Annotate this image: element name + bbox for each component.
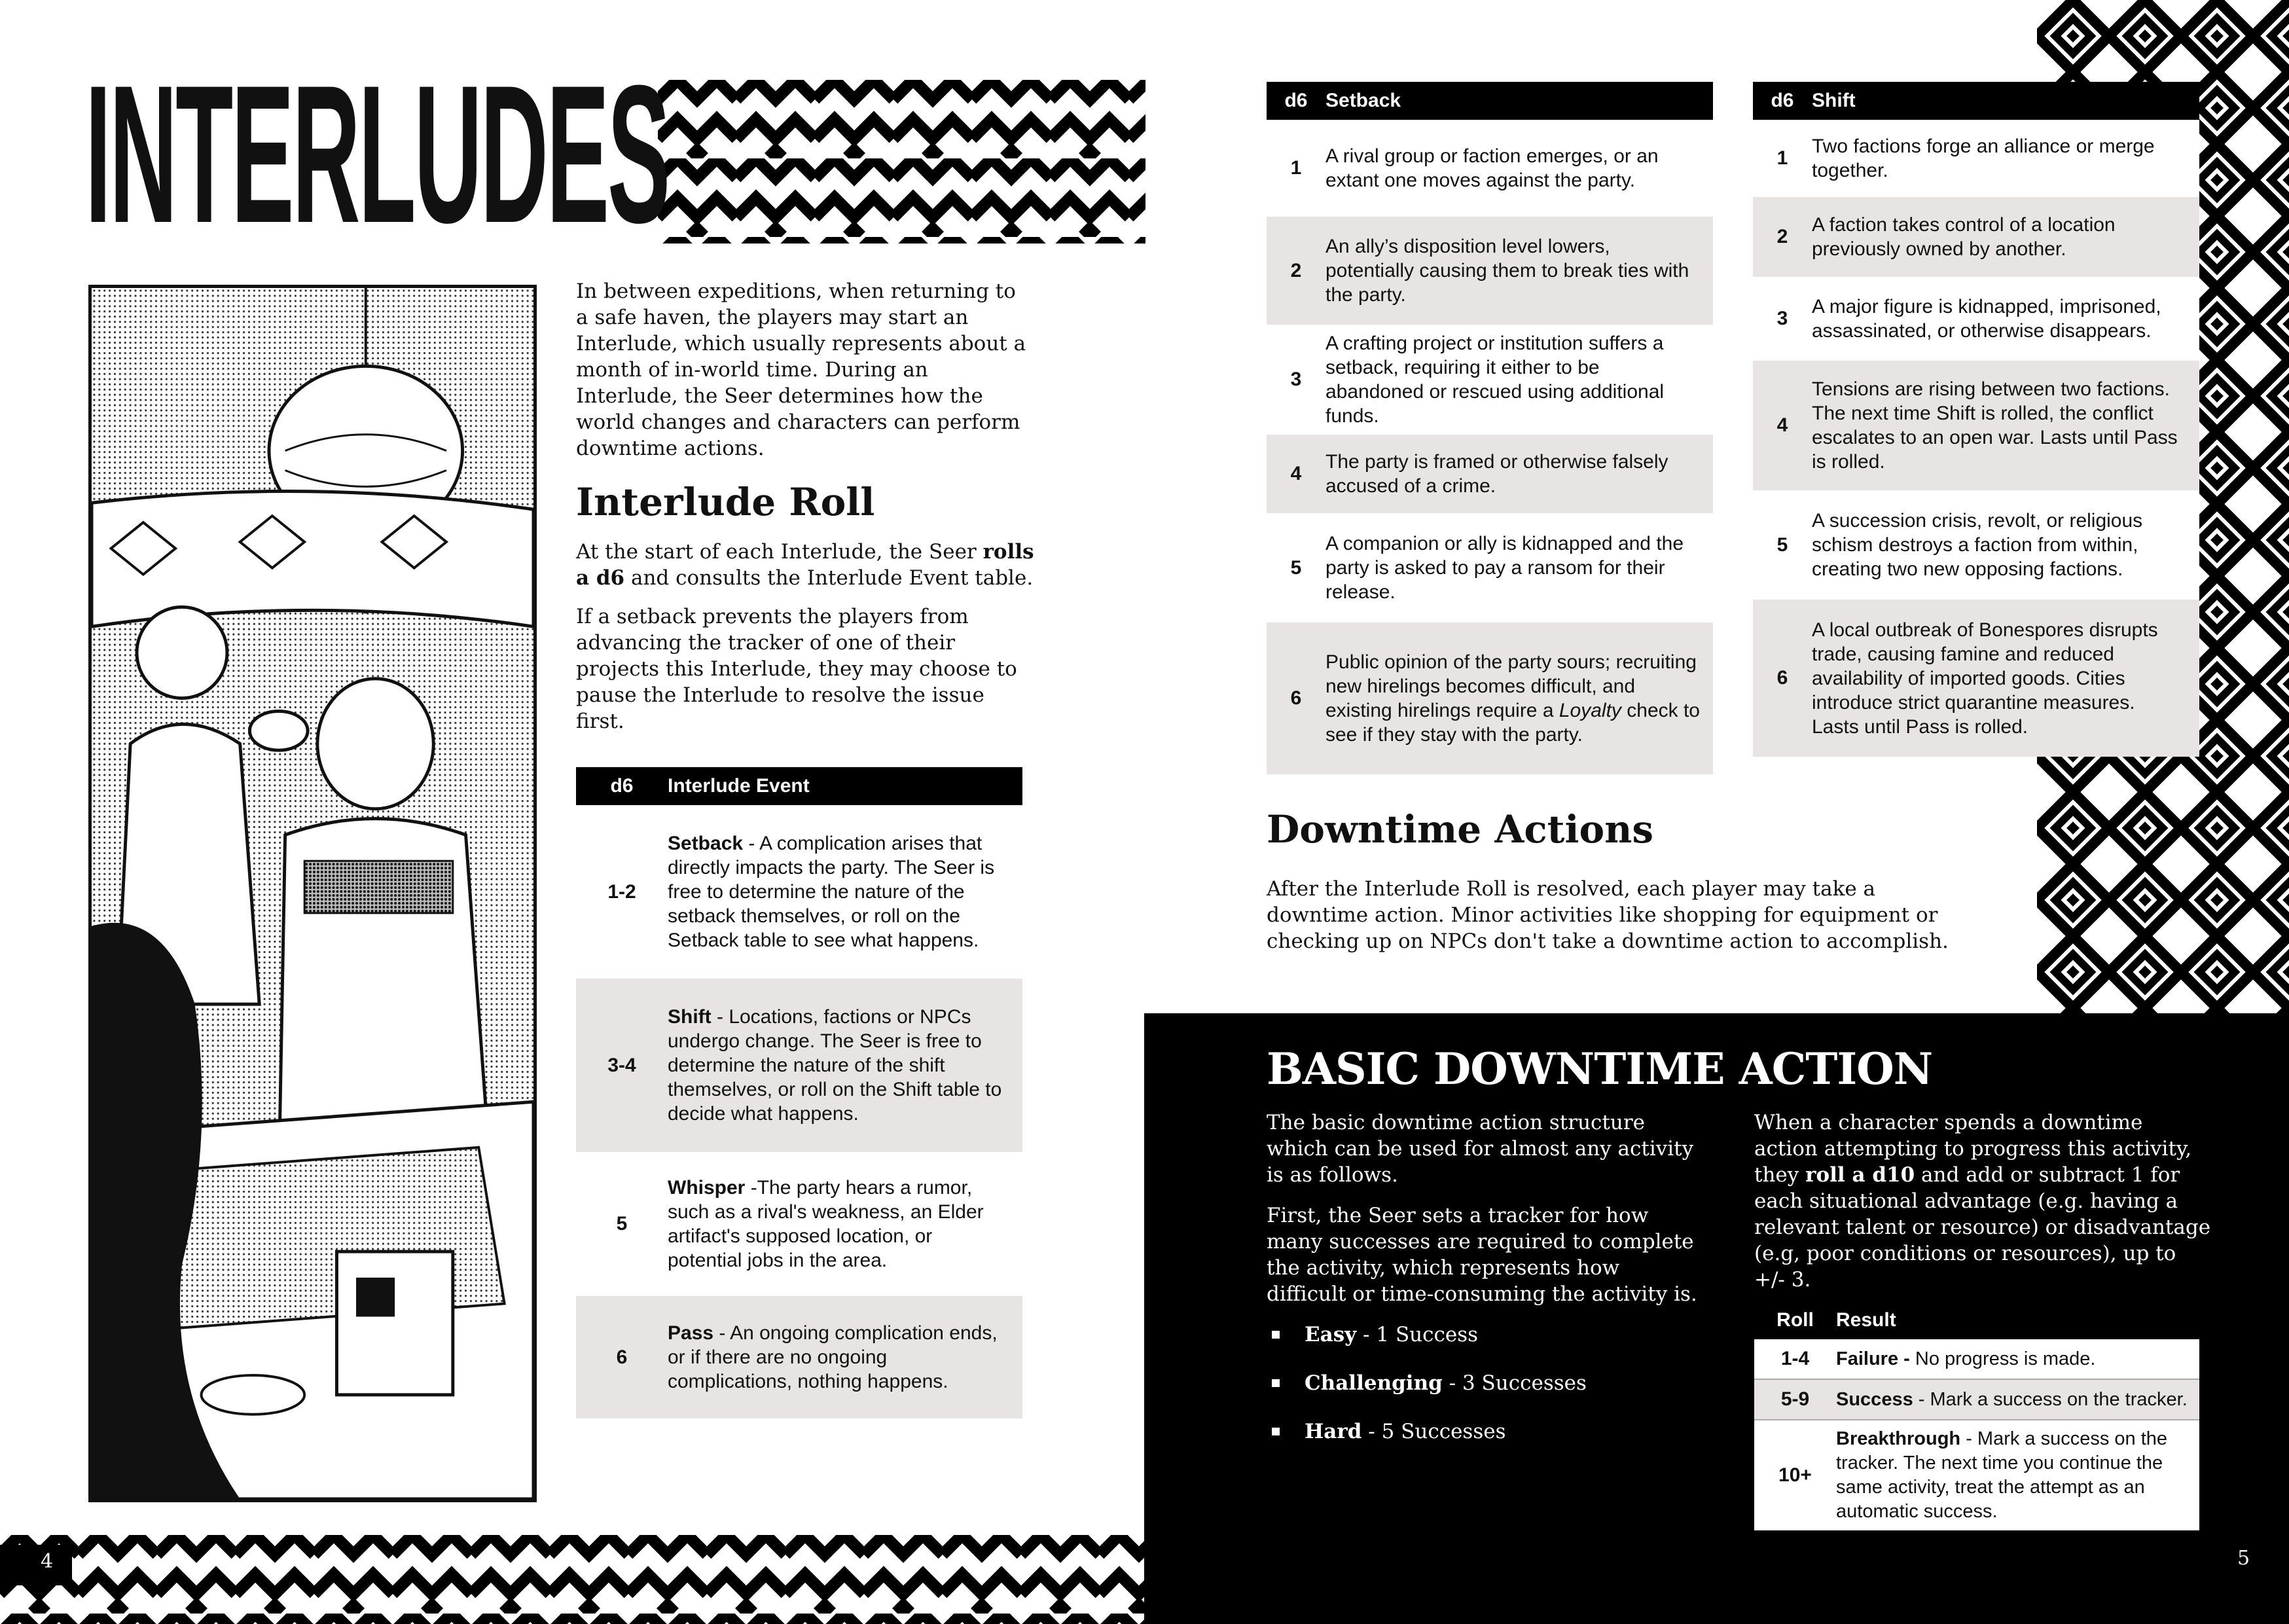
bottom-pattern-decoration bbox=[0, 1535, 1144, 1624]
table-row: 2 A faction takes control of a location previously owned by another. bbox=[1753, 197, 2199, 277]
bullet-square-icon bbox=[1272, 1331, 1280, 1339]
basic-downtime-column-right bbox=[1754, 1110, 2212, 1293]
list-item: Hard - 5 Successes bbox=[1267, 1418, 1699, 1445]
table-row: 5 A companion or ally is kidnapped and the party is asked to pay a ransom for their release. bbox=[1290, 533, 1684, 603]
basic-downtime-column-left bbox=[1267, 1110, 1699, 1467]
difficulty-list bbox=[1267, 1322, 1699, 1445]
basic-downtime-p2: First, the Seer sets a tracker for how many successes are required to complete the activity, which represents how difficult or time-consuming the activity is. bbox=[1267, 1204, 1697, 1306]
table-row: 1 Two factions forge an alliance or merge together. bbox=[1753, 120, 2199, 197]
table-row: 1 A rival group or faction emerges, or an extant one moves against the party. bbox=[1290, 145, 1659, 191]
table-header: d6 Setback bbox=[1267, 82, 1713, 120]
basic-downtime-p3: When a character spends a downtime action attempting to progress this activity, they roll a d10 and add or subtract 1 for each situational advantage (e.g. having a relevant talent or resource) or disadvantage (e.g, poor conditions or resources), up to +/- 3. bbox=[1754, 1111, 2211, 1291]
table-row: 5-9 Success - Mark a success on the tracker. bbox=[1754, 1380, 2199, 1420]
table-row: 6 Public opinion of the party sours; recruiting new hirelings becomes difficult, and existing hirelings require a Loyalty check to see if they stay with the party. bbox=[1267, 623, 1713, 774]
table-header: d6 Shift bbox=[1753, 82, 2199, 120]
basic-downtime-heading: BASIC DOWNTIME ACTION bbox=[1267, 1043, 1933, 1094]
table-row: 6 Pass - An ongoing complication ends, or if there are no ongoing complications, nothing happens. bbox=[576, 1296, 1022, 1418]
interlude-roll-heading: Interlude Roll bbox=[576, 480, 875, 524]
page-number-right: 5 bbox=[2237, 1547, 2250, 1570]
roll-result-table bbox=[1754, 1301, 2199, 1530]
list-item: Easy - 1 Success bbox=[1267, 1322, 1699, 1348]
table-row: 5 Whisper -The party hears a rumor, such as a rival's weakness, an Elder artifact's supposed location, or potential jobs in the area. bbox=[616, 1177, 984, 1271]
table-header: d6 Interlude Event bbox=[576, 767, 1022, 805]
downtime-actions-heading: Downtime Actions bbox=[1267, 807, 1654, 852]
interlude-setback-paragraph: If a setback prevents the players from advancing the tracker of one of their projects this Interlude, they may choose to pause the Interlude to resolve the issue first. bbox=[576, 605, 1017, 733]
table-row: 4 The party is framed or otherwise falsely accused of a crime. bbox=[1267, 435, 1713, 513]
bullet-square-icon bbox=[1272, 1428, 1280, 1435]
title-pattern-decoration bbox=[658, 80, 1145, 244]
table-row: 1-4 Failure - No progress is made. bbox=[1754, 1339, 2199, 1380]
interlude-roll-paragraph: At the start of each Interlude, the Seer rolls a d6 and consults the Interlude Event table. bbox=[576, 540, 1034, 590]
table-row: 1-2 Setback - A complication arises that directly impacts the party. The Seer is free to determine the nature of the setback themselves, or roll on the Setback table to see what happens. bbox=[607, 833, 995, 951]
table-header: Roll Result bbox=[1776, 1309, 1896, 1331]
page-number-left: 4 bbox=[41, 1550, 54, 1573]
table-row: 4 Tensions are rising between two factions. The next time Shift is rolled, the conflict escalates to an open war. Lasts until Pass is rolled. bbox=[1753, 361, 2199, 490]
list-item: Challenging - 3 Successes bbox=[1267, 1370, 1699, 1396]
setback-table bbox=[1267, 82, 1713, 774]
interlude-illustration bbox=[88, 285, 537, 1502]
interlude-intro-text: In between expeditions, when returning to a safe haven, the players may start an Interlude, which usually represents about a month of in-world time. During an Interlude, the Seer determines how the world changes and characters can perform downtime actions. bbox=[576, 280, 1026, 460]
basic-downtime-p1: The basic downtime action structure which can be used for almost any activity is as follows. bbox=[1267, 1111, 1694, 1187]
table-row: 2 An ally’s disposition level lowers, potentially causing them to break ties with the party. bbox=[1267, 217, 1713, 325]
shift-table bbox=[1753, 82, 2199, 757]
rolls-d6-bold: rolls a d6 bbox=[576, 540, 1034, 590]
table-row: 6 A local outbreak of Bonespores disrupts trade, causing famine and reduced availability of imported goods. Cities introduce strict quarantine measures. Lasts until Pass is rolled. bbox=[1753, 600, 2199, 757]
table-row: 3-4 Shift - Locations, factions or NPCs undergo change. The Seer is free to determine the nature of the shift themselves, or roll on the Shift table to decide what happens. bbox=[576, 979, 1022, 1152]
page-number-left-badge bbox=[0, 1545, 72, 1585]
table-row: 3 A crafting project or institution suffers a setback, requiring it either to be abandoned or rescued using additional funds. bbox=[1290, 333, 1665, 427]
interlude-event-table bbox=[576, 767, 1022, 1418]
bullet-square-icon bbox=[1272, 1379, 1280, 1387]
page-title: INTERLUDES bbox=[85, 44, 669, 264]
table-row: 10+ Breakthrough - Mark a success on the tracker. The next time you continue the same activity, treat the attempt as an automatic success. bbox=[1754, 1420, 2199, 1530]
basic-downtime-action-box bbox=[1144, 1013, 2289, 1624]
downtime-actions-text: After the Interlude Roll is resolved, each player may take a downtime action. Minor activities like shopping for equipment or checking up on NPCs don't take a downtime action to accomplish. bbox=[1267, 877, 1949, 953]
table-row: 3 A major figure is kidnapped, imprisoned, assassinated, or otherwise disappears. bbox=[1753, 277, 2199, 361]
table-row: 5 A succession crisis, revolt, or religious schism destroys a faction from within, creating two new opposing factions. bbox=[1753, 490, 2199, 600]
